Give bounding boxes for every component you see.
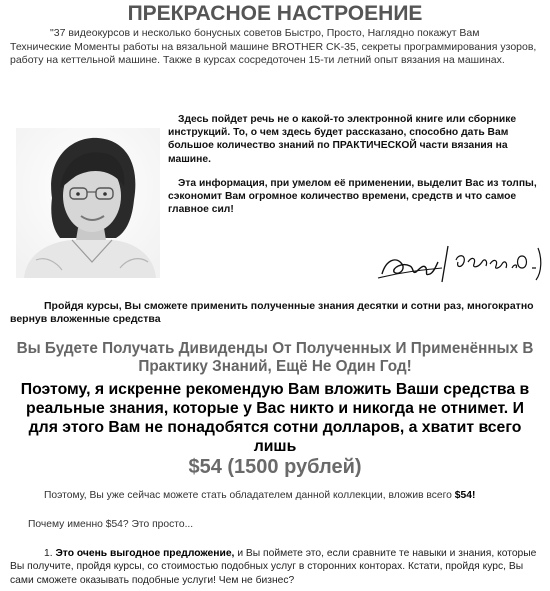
- intro-paragraph: "37 видеокурсов и несколько бонусных советов Быстро, Просто, Наглядно покажут Вам Технические Моменты работы на вязальной машине BROTHER CK-35, секреты программирования узоров, работу на кеттельной машине. Также в курсах сосредоточен 15-ти летний опыт вязания на машинах.: [10, 27, 537, 66]
- price: $54 (1500 рублей): [188, 456, 362, 478]
- paragraph-info: Эта информация, при умелом её применении, выделит Вас из толпы, сэкономит Вам огромное количество времени, средств и что самое главное сил!: [168, 178, 537, 216]
- page-title: ПРЕКРАСНОЕ НАСТРОЕНИЕ: [127, 2, 423, 25]
- point-1-bold: Это очень выгодное предложение,: [55, 548, 235, 559]
- point-1-text: и Вы поймете это, если сравните те навыки и знания, которые Вы получите, пройдя курсы, со стоимостью подобных услуг в сторонних конторах. Кстати, пройдя курс, Вы сами сможете оказывать подобные услуги! Чем не бизнес?: [10, 548, 537, 586]
- recommendation-text: Поэтому, я искренне рекомендую Вам вложить Ваши средства в реальные знания, которые у Вас никто и никогда не отнимет. И для этого Вам не понадобятся сотни долларов, а хватит всего лишь: [20, 381, 530, 455]
- paragraph-why: Почему именно $54? Это просто...: [28, 519, 194, 530]
- paragraph-owner: [10, 489, 540, 503]
- paragraph-courses: Пройдя курсы, Вы сможете применить полученные знания десятки и сотни раз, многократно вернув вложенные средства: [10, 300, 534, 325]
- paragraph-owner-end: !: [471, 490, 476, 501]
- headline: Вы Будете Получать Дивиденды От Полученных И Применённых В Практику Знаний, Ещё Не Один Год!: [16, 340, 534, 375]
- signature: [372, 238, 544, 286]
- point-1-number: 1.: [44, 548, 53, 559]
- paragraph-owner-text: Поэтому, Вы уже сейчас можете стать обладателем данной коллекции, вложив всего: [44, 490, 452, 501]
- author-photo: [16, 128, 160, 278]
- paragraph-book: Здесь пойдет речь не о какой-то электронной книге или сборнике инструкций. То, о чем здесь будет рассказано, способно дать Вам большое количество знаний по ПРАКТИЧЕСКОЙ части вязания на машине.: [168, 114, 517, 165]
- paragraph-owner-amount: $54: [454, 490, 472, 501]
- point-1: [10, 547, 544, 587]
